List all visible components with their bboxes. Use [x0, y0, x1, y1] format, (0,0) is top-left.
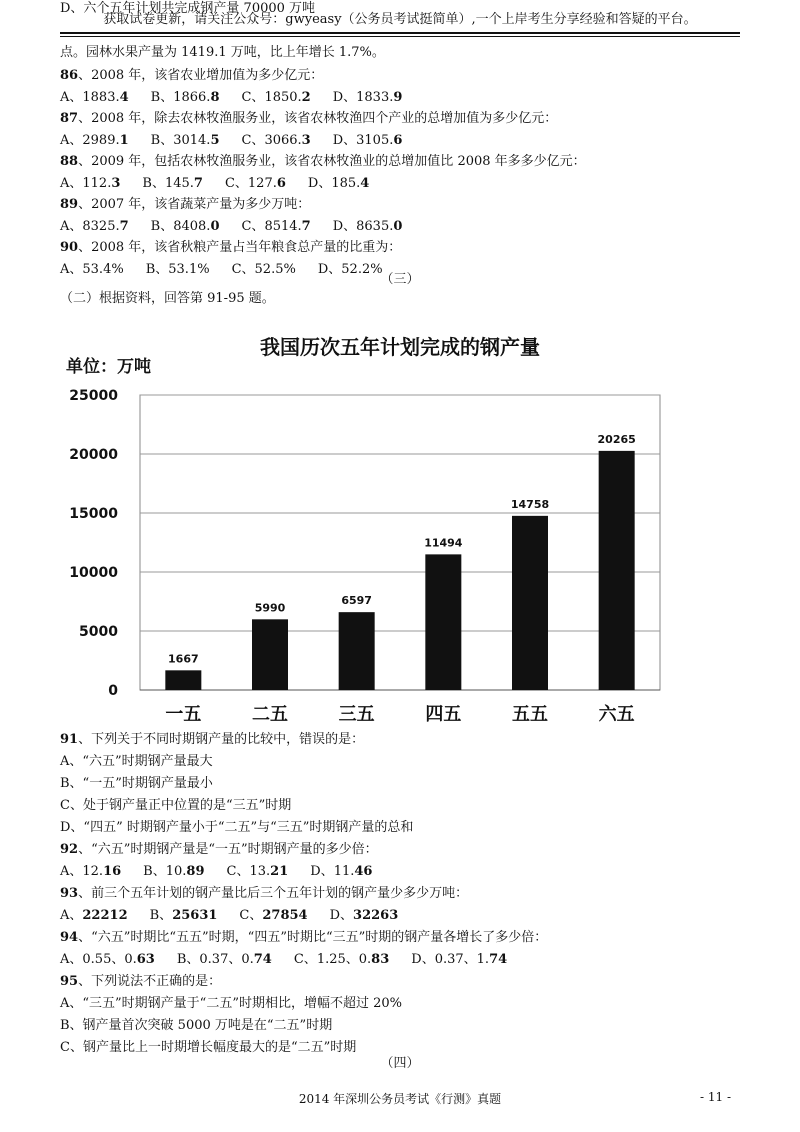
options-row — [60, 951, 529, 969]
option-label: B、 — [150, 90, 174, 105]
question-text: 、2009 年，包括农林牧渔服务业，该省农林牧渔业的总增加值比 2008 年多多少亿元： — [78, 154, 586, 169]
options-row — [60, 907, 420, 925]
data-label: 5990 — [254, 601, 286, 615]
option-value: 112. — [82, 176, 112, 191]
option-value-emphasis: 7 — [301, 219, 311, 234]
option-value: 52.5% — [254, 262, 296, 277]
question-text: 、2008 年，该省农业增加值为多少亿元： — [78, 68, 324, 83]
data-label: 6597 — [341, 594, 372, 608]
option-value: 53.4% — [82, 262, 124, 277]
option-label: B、 — [149, 908, 173, 923]
option-label: D、 — [317, 262, 342, 277]
option-value-emphasis: 4 — [360, 176, 370, 191]
bar-一五 — [165, 670, 201, 690]
choice-0: A、“三五”时期钢产量于“二五”时期相比，增幅不超过 20% — [60, 996, 402, 1011]
option-0 — [60, 175, 120, 193]
option-value-emphasis: 83 — [371, 952, 390, 967]
option-0 — [60, 951, 155, 969]
option-value-emphasis: 21 — [270, 864, 289, 879]
option-2 — [241, 132, 310, 150]
option-3 — [333, 132, 403, 150]
question-92 — [60, 841, 378, 859]
option-label: A、 — [60, 90, 83, 105]
option-value-emphasis: 74 — [489, 952, 508, 967]
choice-1: B、“一五”时期钢产量最小 — [60, 776, 213, 791]
section-mark-4: （四） — [380, 1056, 420, 1071]
option-label: D、 — [332, 133, 357, 148]
question-text: 、下列关于不同时期钢产量的比较中，错误的是： — [78, 732, 365, 747]
bar-六五 — [599, 451, 635, 690]
option-label: A、 — [60, 262, 83, 277]
option-3 — [308, 175, 369, 193]
question-number: 92 — [60, 842, 79, 857]
option-label: D、 — [332, 219, 357, 234]
plot-frame — [140, 395, 660, 690]
option-value: 12. — [82, 864, 104, 879]
option-value-emphasis: 74 — [253, 952, 272, 967]
option-2 — [241, 218, 310, 236]
option-value-emphasis: 0 — [210, 219, 220, 234]
x-tick-label: 一五 — [165, 704, 202, 725]
option-label: C、 — [224, 176, 248, 191]
option-value: 11. — [333, 864, 355, 879]
option-value-emphasis: 89 — [186, 864, 205, 879]
option-value-emphasis: 6 — [276, 176, 286, 191]
section-mark-3: （三） — [380, 272, 420, 287]
choice-0: A、“六五”时期钢产量最大 — [60, 754, 213, 769]
option-0 — [60, 218, 129, 236]
option-value-emphasis: 7 — [193, 176, 203, 191]
x-tick-label: 六五 — [598, 704, 635, 725]
option-label: D、 — [310, 864, 334, 879]
option-2 — [227, 863, 289, 881]
option-value: 3014. — [173, 133, 211, 148]
option-value-emphasis: 6 — [393, 133, 403, 148]
question-text: 、2008 年，该省秋粮产量占当年粮食总产量的比重为： — [78, 240, 402, 255]
option-value: 1883. — [82, 90, 120, 105]
option-value-emphasis: 4 — [119, 90, 129, 105]
bar-五五 — [512, 516, 548, 690]
option-value: 1833. — [356, 90, 394, 105]
option-label: B、 — [143, 864, 166, 879]
bar-二五 — [252, 619, 288, 690]
option-label: A、 — [60, 219, 83, 234]
option-value: 10. — [165, 864, 187, 879]
option-value-emphasis: 32263 — [353, 908, 399, 923]
y-tick-label: 25000 — [69, 388, 118, 404]
option-1 — [150, 907, 218, 925]
option-2 — [294, 951, 389, 969]
option-value: 127. — [247, 176, 277, 191]
option-value-emphasis: 5 — [210, 133, 220, 148]
option-value: 2989. — [82, 133, 120, 148]
option-2 — [239, 907, 307, 925]
option-0 — [60, 89, 129, 107]
option-label: C、 — [239, 908, 263, 923]
option-0 — [60, 132, 129, 150]
option-value-emphasis: 1 — [119, 133, 129, 148]
bar-三五 — [339, 612, 375, 690]
option-0 — [60, 907, 128, 925]
option-value: 1866. — [173, 90, 211, 105]
page-number: - 11 - — [700, 1090, 732, 1104]
option-1 — [143, 863, 204, 881]
intro-line: 点。园林水果产量为 1419.1 万吨，比上年增长 1.7%。 — [60, 45, 385, 60]
header-rule-thin — [60, 36, 740, 37]
option-label: D、 — [307, 176, 332, 191]
question-text: 、2008 年，除去农林牧渔服务业，该省农林牧渔四个产业的总增加值为多少亿元： — [78, 111, 558, 126]
option-label: C、 — [293, 952, 317, 967]
option-label: D、 — [332, 90, 357, 105]
option-value-emphasis: 3 — [111, 176, 121, 191]
question-number: 86 — [60, 68, 79, 83]
option-value-emphasis: 46 — [354, 864, 373, 879]
option-label: B、 — [142, 176, 165, 191]
option-value-emphasis: 25631 — [172, 908, 218, 923]
option-label: A、 — [60, 133, 83, 148]
question-93 — [60, 885, 468, 903]
question-89 — [60, 196, 310, 214]
option-label: C、 — [241, 90, 265, 105]
option-label: A、 — [60, 176, 83, 191]
option-value: 0.55、0. — [82, 952, 137, 967]
option-value: 145. — [164, 176, 194, 191]
option-label: B、 — [145, 262, 169, 277]
option-value: 3066. — [264, 133, 302, 148]
question-86 — [60, 67, 323, 85]
option-label: B、 — [150, 219, 174, 234]
option-label: D、 — [329, 908, 354, 923]
y-tick-label: 0 — [108, 683, 118, 699]
chart-title: 我国历次五年计划完成的钢产量 — [260, 335, 540, 359]
question-text: 、2007 年，该省蔬菜产量为多少万吨： — [78, 197, 311, 212]
question-text: 、“六五”时期比“五五”时期，“四五”时期比“三五”时期的钢产量各增长了多少倍： — [78, 930, 548, 945]
option-1 — [151, 89, 220, 107]
option-0 — [60, 863, 121, 881]
option-value-emphasis: 3 — [301, 133, 311, 148]
option-value: 8635. — [356, 219, 394, 234]
option-value-emphasis: 22212 — [82, 908, 128, 923]
page-footer: 2014 年深圳公务员考试《行测》真题 — [298, 1092, 502, 1106]
y-tick-label: 15000 — [69, 506, 118, 522]
option-value-emphasis: 16 — [103, 864, 122, 879]
option-label: C、 — [231, 262, 255, 277]
option-label: B、 — [150, 133, 174, 148]
option-value-emphasis: 63 — [136, 952, 155, 967]
option-3 — [330, 907, 399, 925]
option-label: D、 — [411, 952, 435, 967]
option-value: 1.25、0. — [316, 952, 372, 967]
option-3 — [333, 89, 403, 107]
question-91 — [60, 731, 364, 749]
option-value-emphasis: 27854 — [262, 908, 308, 923]
option-value-emphasis: 2 — [301, 90, 311, 105]
option-value: 53.1% — [168, 262, 210, 277]
option-value: 3105. — [356, 133, 394, 148]
option-label: B、 — [176, 952, 200, 967]
option-value-emphasis: 9 — [393, 90, 403, 105]
header-rule-thick — [60, 32, 740, 34]
options-row — [60, 863, 394, 881]
question-90 — [60, 239, 401, 257]
option-label: A、 — [60, 864, 83, 879]
question-text: 、前三个五年计划的钢产量比后三个五年计划的钢产量少多少万吨： — [78, 886, 469, 901]
y-tick-label: 20000 — [69, 447, 118, 463]
option-value: 8514. — [264, 219, 302, 234]
choice-2: C、处于钢产量正中位置的是“三五”时期 — [60, 798, 292, 813]
choice-1: B、钢产量首次突破 5000 万吨是在“二五”时期 — [60, 1018, 333, 1033]
question-number: 89 — [60, 197, 79, 212]
question-number: 87 — [60, 111, 79, 126]
option-value: 52.2% — [341, 262, 383, 277]
options-row — [60, 218, 424, 236]
option-2 — [225, 175, 286, 193]
x-tick-label: 五五 — [512, 704, 548, 725]
question-88 — [60, 153, 586, 171]
option-value: 1850. — [264, 90, 302, 105]
option-value-emphasis: 0 — [393, 219, 403, 234]
option-value: 8408. — [173, 219, 211, 234]
question-text: 、下列说法不正确的是： — [78, 974, 222, 989]
option-3 — [333, 218, 403, 236]
page-header: 获取试卷更新，请关注公众号：gwyeasy（公务员考试挺简单）,一个上岸考生分享经验和答疑的平台。 — [103, 12, 697, 27]
option-value: 0.37、1. — [434, 952, 490, 967]
options-row — [60, 89, 424, 107]
option-1 — [177, 951, 272, 969]
question-number: 95 — [60, 974, 79, 989]
option-1 — [151, 218, 220, 236]
option-value: 0.37、0. — [199, 952, 254, 967]
bar-四五 — [425, 554, 461, 690]
data-label: 14758 — [510, 497, 550, 511]
data-label: 1667 — [168, 652, 199, 666]
y-tick-label: 5000 — [79, 624, 118, 640]
choice-3: D、“四五” 时期钢产量小于“二五”与“三五”时期钢产量的总和 — [60, 820, 414, 835]
options-row — [60, 175, 391, 193]
chart-unit-label: 单位：万吨 — [66, 357, 151, 377]
option-1 — [151, 132, 220, 150]
question-text: 、“六五”时期钢产量是“一五”时期钢产量的多少倍： — [78, 842, 378, 857]
option-label: A、 — [60, 908, 83, 923]
question-number: 93 — [60, 886, 79, 901]
y-tick-label: 10000 — [69, 565, 118, 581]
question-94 — [60, 929, 547, 947]
x-tick-label: 三五 — [338, 704, 375, 725]
choice-3: D、六个五年计划共完成钢产量 70000 万吨 — [60, 1, 316, 16]
question-number: 91 — [60, 732, 79, 747]
option-label: A、 — [60, 952, 83, 967]
x-tick-label: 四五 — [425, 704, 462, 725]
option-value: 8325. — [82, 219, 120, 234]
steel-output-bar-chart — [60, 380, 680, 730]
choice-2: C、钢产量比上一时期增长幅度最大的是“二五”时期 — [60, 1040, 357, 1055]
question-number: 90 — [60, 240, 79, 255]
option-3 — [411, 951, 507, 969]
options-row — [60, 132, 424, 150]
question-number: 94 — [60, 930, 79, 945]
option-label: C、 — [241, 219, 265, 234]
section-intro: （二）根据资料，回答第 91-95 题。 — [60, 291, 275, 306]
option-value-emphasis: 7 — [119, 219, 129, 234]
data-label: 20265 — [597, 432, 636, 446]
option-value: 185. — [331, 176, 361, 191]
option-label: C、 — [226, 864, 250, 879]
question-95 — [60, 973, 221, 991]
option-value-emphasis: 8 — [210, 90, 220, 105]
question-number: 88 — [60, 154, 79, 169]
question-87 — [60, 110, 557, 128]
option-label: C、 — [241, 133, 265, 148]
x-tick-label: 二五 — [252, 704, 288, 725]
option-3 — [310, 863, 372, 881]
data-label: 11494 — [424, 536, 463, 550]
option-2 — [241, 89, 310, 107]
option-1 — [142, 175, 203, 193]
option-value: 13. — [249, 864, 271, 879]
